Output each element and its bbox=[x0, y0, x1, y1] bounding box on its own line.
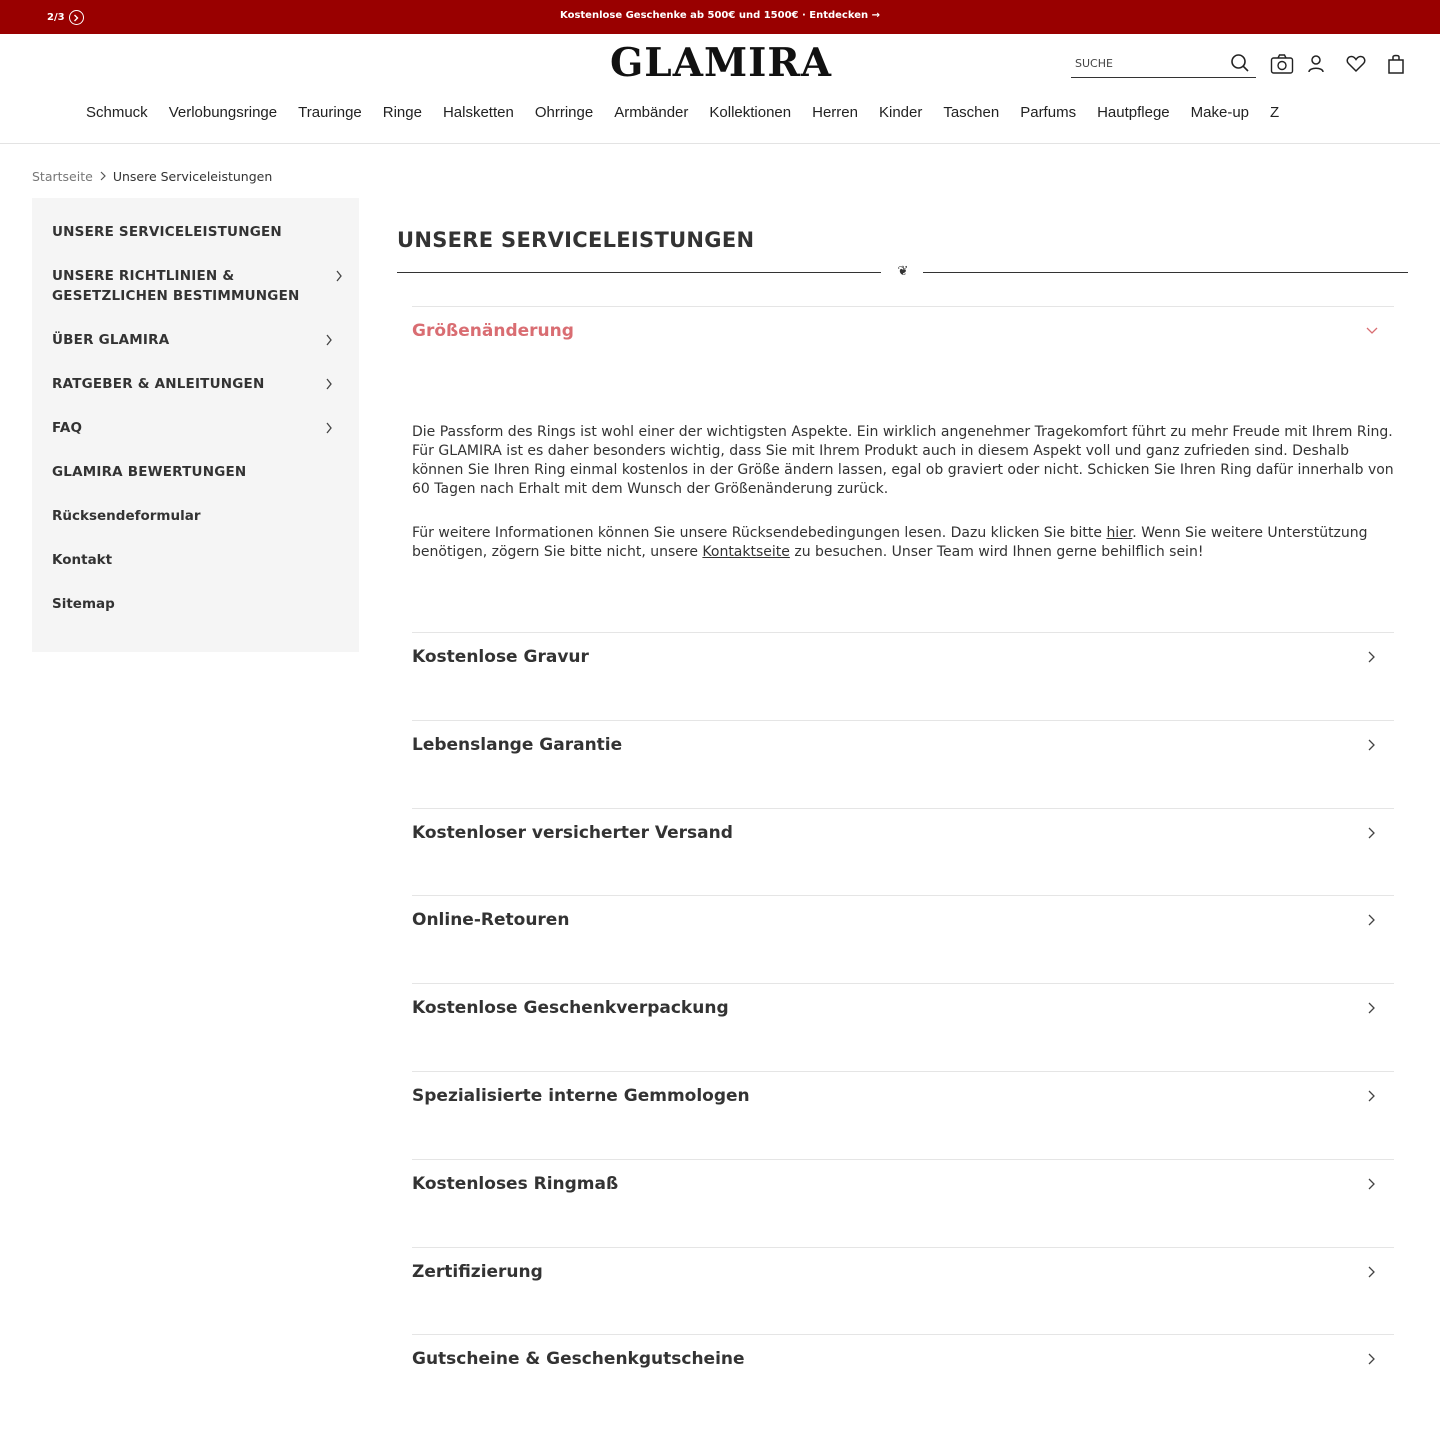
sidebar-item-ratgeber[interactable] bbox=[52, 376, 347, 392]
chevron-right-icon bbox=[325, 378, 337, 392]
accordion-item[interactable] bbox=[412, 808, 1394, 868]
nav-item[interactable]: Herren bbox=[812, 104, 858, 121]
nav-item[interactable]: Kollektionen bbox=[709, 104, 792, 121]
paragraph-text: Für weitere Informationen können Sie unsere Rücksendebedingungen lesen. Dazu klicken Sie bitte bbox=[412, 525, 1107, 541]
chevron-right-icon bbox=[335, 268, 347, 282]
accordion-title: Größenänderung bbox=[412, 321, 574, 341]
nav-item[interactable]: Trauringe bbox=[298, 104, 362, 121]
accordion-groessenaenderung[interactable] bbox=[412, 306, 1394, 372]
accordion-item[interactable] bbox=[412, 1334, 1394, 1394]
sidebar-item-label: Sitemap bbox=[52, 596, 115, 612]
nav-item[interactable]: Ohrringe bbox=[534, 104, 594, 121]
chevron-right-icon[interactable] bbox=[1366, 1000, 1378, 1014]
search-icon[interactable] bbox=[1230, 53, 1250, 73]
accordion-content-paragraph: Die Passform des Rings ist wohl einer der wichtigsten Aspekte. Ein wirklich angenehmer Tragekomfort führt zu mehr Freude mit Ihrem Ring. Für GLAMIRA ist es daher besonders wichtig, dass Sie mit Ihrem Produkt auch in diesem Aspekt voll und ganz zufrieden sind. Deshalb können Sie Ihren Ring einmal kostenlos in der Größe ändern lassen, egal ob graviert oder nicht. Schicken Sie Ihren Ring dafür innerhalb von 60 Tagen nach Erhalt mit dem Wunsch der Größenänderung zurück. bbox=[412, 424, 1394, 497]
title-divider-right bbox=[923, 272, 1408, 273]
returns-link[interactable]: hier bbox=[1106, 525, 1133, 541]
breadcrumb-home[interactable]: Startseite bbox=[32, 169, 93, 184]
nav-item[interactable]: Halsketten bbox=[442, 104, 514, 121]
sidebar-item-label: Kontakt bbox=[52, 552, 113, 568]
breadcrumb bbox=[32, 169, 272, 184]
accordion-item[interactable] bbox=[412, 1159, 1394, 1219]
accordion-title: Kostenlose Gravur bbox=[412, 647, 589, 667]
contact-page-link[interactable]: Kontaktseite bbox=[702, 544, 790, 560]
accordion-item[interactable] bbox=[412, 632, 1394, 692]
chevron-right-icon bbox=[99, 169, 107, 184]
accordion-item[interactable] bbox=[412, 720, 1394, 780]
site-logo[interactable]: GLAMIRA bbox=[610, 40, 833, 86]
sidebar-item-ruecksendeformular[interactable] bbox=[52, 508, 347, 524]
accordion-title: Kostenloser versicherter Versand bbox=[412, 823, 733, 843]
chevron-right-icon bbox=[325, 422, 337, 436]
chevron-right-icon[interactable] bbox=[1366, 825, 1378, 839]
sidebar-item-label: FAQ bbox=[52, 420, 83, 436]
accordion-content-paragraph bbox=[412, 524, 1394, 562]
accordion-item[interactable] bbox=[412, 1071, 1394, 1131]
sidebar bbox=[32, 198, 359, 652]
accordion-title: Spezialisierte interne Gemmologen bbox=[412, 1086, 750, 1106]
sidebar-item-label: ÜBER GLAMIRA bbox=[52, 332, 170, 348]
nav-item[interactable]: Z bbox=[1270, 104, 1280, 121]
sidebar-item-serviceleistungen[interactable] bbox=[52, 224, 347, 240]
promo-bar bbox=[0, 0, 1440, 34]
chevron-down-icon[interactable] bbox=[1366, 321, 1378, 335]
chevron-right-icon[interactable] bbox=[1366, 1176, 1378, 1190]
paragraph-text: zu besuchen. Unser Team wird Ihnen gerne behilflich sein! bbox=[789, 544, 1204, 560]
sidebar-item-faq[interactable] bbox=[52, 420, 347, 436]
nav-item[interactable]: Kinder bbox=[878, 104, 923, 121]
sidebar-item-label: UNSERE SERVICELEISTUNGEN bbox=[52, 224, 282, 240]
sidebar-item-label: GLAMIRA BEWERTUNGEN bbox=[52, 464, 247, 480]
sidebar-item-label: RATGEBER & ANLEITUNGEN bbox=[52, 376, 265, 392]
accordion-item[interactable] bbox=[412, 895, 1394, 955]
nav-item[interactable]: Make-up bbox=[1190, 104, 1249, 121]
accordion-title: Gutscheine & Geschenkgutscheine bbox=[412, 1349, 745, 1369]
accordion-title: Zertifizierung bbox=[412, 1262, 543, 1282]
accordion-title: Kostenloses Ringmaß bbox=[412, 1174, 619, 1194]
sidebar-item-ueber-glamira[interactable] bbox=[52, 332, 347, 348]
site-header bbox=[0, 34, 1440, 144]
camera-search-icon[interactable] bbox=[1270, 52, 1294, 76]
nav-item[interactable]: Schmuck bbox=[86, 104, 148, 121]
sidebar-item-label: UNSERE RICHTLINIEN & GESETZLICHEN BESTIMMUNGEN bbox=[52, 268, 300, 304]
chevron-right-icon[interactable] bbox=[1366, 1351, 1378, 1365]
chevron-right-icon[interactable] bbox=[1366, 912, 1378, 926]
promo-counter-text: 2/3 bbox=[47, 12, 65, 23]
chevron-right-icon[interactable] bbox=[1366, 649, 1378, 663]
promo-message[interactable]: Kostenlose Geschenke ab 500€ und 1500€ · Entdecken → bbox=[560, 10, 880, 21]
nav-item[interactable]: Parfums bbox=[1020, 104, 1077, 121]
nav-item[interactable]: Ringe bbox=[382, 104, 422, 121]
sidebar-item-sitemap[interactable] bbox=[52, 596, 347, 612]
breadcrumb-current: Unsere Serviceleistungen bbox=[112, 169, 273, 184]
chevron-right-icon[interactable] bbox=[1366, 1264, 1378, 1278]
ornament-icon: ❦ bbox=[897, 264, 909, 279]
nav-item[interactable]: Hautpflege bbox=[1097, 104, 1170, 121]
page-title: UNSERE SERVICELEISTUNGEN bbox=[397, 228, 755, 252]
heart-icon[interactable] bbox=[1344, 52, 1368, 76]
accordion-item[interactable] bbox=[412, 983, 1394, 1043]
main-nav bbox=[0, 100, 1440, 130]
search-input[interactable] bbox=[1075, 52, 1225, 74]
nav-items bbox=[86, 104, 1356, 121]
nav-fade bbox=[1330, 100, 1370, 130]
sidebar-item-richtlinien[interactable] bbox=[52, 266, 347, 306]
nav-item[interactable]: Verlobungsringe bbox=[168, 104, 278, 121]
bag-icon[interactable] bbox=[1384, 52, 1408, 76]
accordion-item[interactable] bbox=[412, 1247, 1394, 1307]
search-box bbox=[1071, 50, 1256, 78]
accordion-title: Online-Retouren bbox=[412, 910, 570, 930]
sidebar-item-bewertungen[interactable] bbox=[52, 464, 347, 480]
title-divider-left bbox=[397, 272, 881, 273]
nav-item[interactable]: Taschen bbox=[943, 104, 1000, 121]
accordion-title: Kostenlose Geschenkverpackung bbox=[412, 998, 729, 1018]
chevron-right-icon[interactable] bbox=[1366, 737, 1378, 751]
accordion-title: Lebenslange Garantie bbox=[412, 735, 623, 755]
user-icon[interactable] bbox=[1304, 52, 1328, 76]
sidebar-item-label: Rücksendeformular bbox=[52, 508, 201, 524]
nav-item[interactable]: Armbänder bbox=[614, 104, 689, 121]
chevron-right-icon[interactable] bbox=[1366, 1088, 1378, 1102]
paragraph-text: . Wenn Sie weitere Unterstützung benötigen, zögern Sie bitte nicht, unsere bbox=[412, 525, 1368, 560]
chevron-right-icon bbox=[325, 334, 337, 348]
sidebar-item-kontakt[interactable] bbox=[52, 552, 347, 568]
